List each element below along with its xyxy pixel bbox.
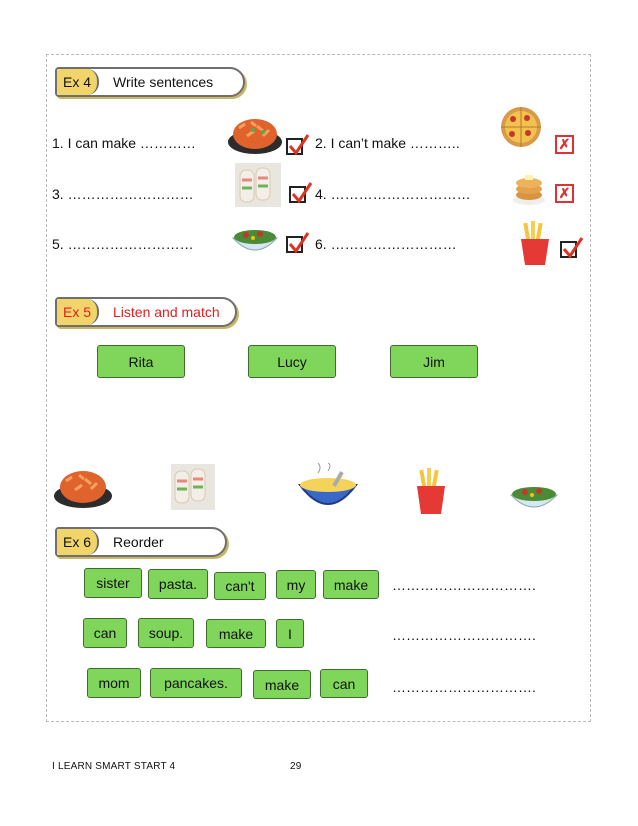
ex4-line-1: 1. I can make ………… [52, 135, 196, 151]
salad-icon [508, 477, 560, 517]
page-number: 29 [290, 761, 302, 772]
fries-icon [413, 468, 449, 516]
word-card[interactable]: my [276, 570, 316, 599]
word-card[interactable]: make [323, 570, 379, 599]
cross-mark-4: ✗ [555, 184, 574, 203]
check-mark-1 [286, 138, 303, 155]
pasta-icon [227, 108, 283, 156]
word-card[interactable]: pancakes. [150, 668, 242, 698]
check-mark-5 [286, 236, 303, 253]
ex5-title: Listen and match [113, 304, 220, 320]
ex5-header [55, 297, 237, 327]
salad-icon [230, 220, 280, 260]
name-button-lucy[interactable]: Lucy [248, 345, 336, 378]
ex4-header [55, 67, 245, 97]
word-card[interactable]: make [206, 619, 266, 648]
fries-icon [517, 221, 553, 267]
ex4-title: Write sentences [113, 74, 214, 90]
word-card[interactable]: mom [87, 668, 141, 698]
ex5-tag: Ex 5 [57, 299, 99, 325]
ex6-title: Reorder [113, 534, 164, 550]
word-card[interactable]: make [253, 670, 311, 699]
ex4-line-6: 6. ……………………… [315, 236, 457, 252]
cross-mark-2: ✗ [555, 135, 574, 154]
word-card[interactable]: can [320, 669, 368, 698]
ex4-tag: Ex 4 [57, 69, 99, 95]
answer-line-3: …………………………. [392, 679, 536, 695]
pizza-icon [497, 103, 547, 149]
check-mark-3 [289, 186, 306, 203]
word-card[interactable]: soup. [138, 618, 194, 648]
ex4-line-5: 5. ……………………… [52, 236, 194, 252]
name-button-jim[interactable]: Jim [390, 345, 478, 378]
worksheet-frame [46, 54, 591, 722]
ex4-line-3: 3. ……………………… [52, 186, 194, 202]
word-card[interactable]: sister [84, 568, 142, 598]
ex4-line-2: 2. I can’t make ……….. [315, 135, 460, 151]
ex6-tag: Ex 6 [57, 529, 99, 555]
check-mark-6 [560, 241, 577, 258]
word-card[interactable]: can't [214, 572, 266, 600]
ex4-line-4: 4. ………………………… [315, 186, 471, 202]
word-card[interactable]: can [83, 618, 127, 648]
footer-book-title: I LEARN SMART START 4 [52, 761, 176, 772]
word-card[interactable]: pasta. [148, 569, 208, 599]
word-card[interactable]: I [276, 619, 304, 648]
pasta-icon [53, 460, 113, 510]
pancakes-icon [512, 170, 546, 206]
soup-icon [296, 463, 360, 519]
name-button-rita[interactable]: Rita [97, 345, 185, 378]
spring-rolls-icon [170, 463, 216, 511]
answer-line-1: …………………………. [392, 577, 536, 593]
spring-rolls-icon [234, 162, 282, 208]
ex6-header [55, 527, 227, 557]
answer-line-2: …………………………. [392, 627, 536, 643]
